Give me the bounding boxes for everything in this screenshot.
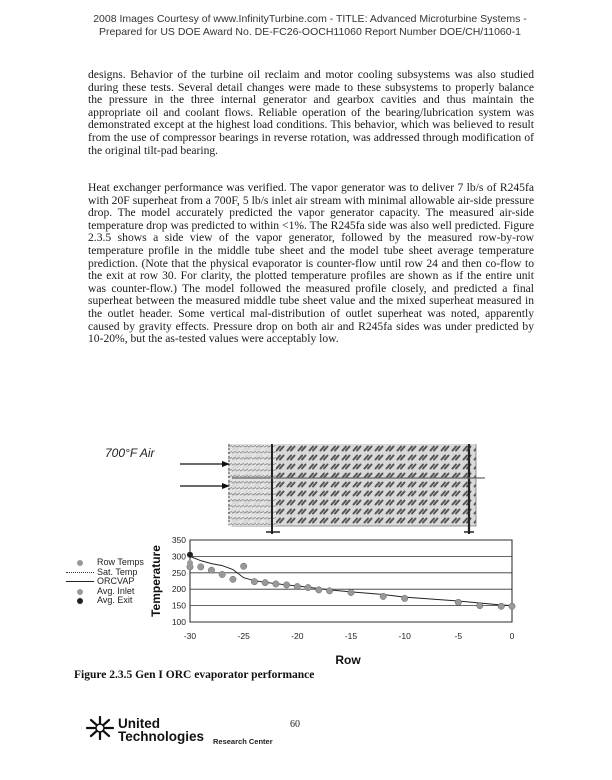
x-tick-label: -10	[398, 631, 411, 641]
legend-label: Sat. Temp	[97, 566, 138, 577]
paragraph-heat-exchanger: Heat exchanger performance was verified. The vapor generator was to deliver 7 lb/s of R245fa with 20F superheat from a 700F, 5 lb/s inlet air stream with minimal allowable air-side pressure drop. The model accurately predicted the vapor generator capacity. The measured air-side temperature drop was predicted to within <1%. The R245fa side was also well predicted. Figure 2.3.5 shows a side view of the vapor generator, followed by the measured row-by-row temperature profile in the middle tube sheet and the model tube sheet average temperature prediction. (Note that the physical evaporator is counter-flow until row 24 and then co-flow to the exit at row 30. For clarity, the plotted temperature profiles are shown as if the entire unit was counter-flow.) The model followed the measured profile closely, and predicted a final superheat between the measured middle tube sheet value and the mixed superheat measured in the outlet header. Some vertical mal-distribution of outlet superheat was noted, apparently caused by gravity effects. Pressure drop on both air and R245fa sides was under predicted by 10-20%, but the as-tested values were acceptably low.	[88, 181, 534, 346]
air-inlet-label: 700°F Air	[105, 446, 155, 460]
header-line-2: Prepared for US DOE Award No. DE-FC26-OOCH11060 Report Number DOE/CH/11060-1	[99, 25, 521, 38]
row-temp-point	[208, 567, 214, 573]
page-header	[40, 13, 580, 38]
x-axis-ticks	[184, 631, 515, 641]
row-temp-point	[326, 588, 332, 594]
row-temp-point	[380, 593, 386, 599]
row-temp-point	[262, 579, 268, 585]
row-temp-point	[316, 587, 322, 593]
legend-label: Avg. Inlet	[97, 585, 135, 596]
x-tick-label: -15	[344, 631, 358, 641]
row-temp-point	[198, 564, 204, 570]
x-tick-label: -30	[183, 631, 197, 641]
x-tick-label: -25	[237, 631, 250, 641]
row-temp-point	[283, 582, 289, 588]
x-tick-label: -20	[291, 631, 304, 641]
row-temp-point	[230, 576, 236, 582]
x-tick-label: 0	[509, 631, 515, 641]
figure-caption: Figure 2.3.5 Gen I ORC evaporator performance	[74, 669, 315, 681]
legend-avg-exit	[63, 596, 144, 606]
chart-legend	[63, 558, 144, 606]
row-temp-point	[509, 603, 515, 609]
row-temp-point	[401, 595, 407, 601]
row-temp-point	[305, 584, 311, 590]
legend-label: ORCVAP	[97, 576, 135, 587]
y-tick-label: 350	[171, 535, 186, 545]
header-line-1: 2008 Images Courtesy of www.InfinityTurbine.com - TITLE: Advanced Microturbine Systems -	[93, 13, 527, 25]
row-temp-point	[348, 589, 354, 595]
row-temp-point	[294, 583, 300, 589]
legend-label: Row Temps	[97, 557, 144, 567]
evaporator-diagram	[228, 444, 485, 534]
research-center-label: Research Center	[213, 737, 273, 746]
company-name: United Technologies	[118, 716, 205, 744]
y-tick-label: 100	[171, 617, 186, 627]
y-tick-label: 150	[171, 600, 186, 611]
air-inlet-arrows	[180, 444, 230, 489]
row-temp-point	[273, 581, 279, 587]
legend-label: Avg. Exit	[97, 595, 133, 606]
united-technologies-logo-icon	[85, 715, 115, 741]
row-temp-point	[251, 578, 257, 584]
x-tick-label: -5	[454, 631, 463, 641]
x-axis-label: Row	[335, 653, 361, 667]
row-temp-point	[240, 563, 246, 569]
y-axis-ticks	[172, 535, 186, 627]
row-temp-point	[219, 571, 225, 577]
avg-exit-point	[187, 552, 193, 558]
row-temp-point	[455, 599, 461, 605]
page-number: 60	[290, 719, 300, 730]
y-tick-label: 200	[171, 584, 186, 595]
temperature-chart	[149, 535, 515, 667]
row-temp-point	[498, 603, 504, 609]
paragraph-bearing-tests: designs. Behavior of the turbine oil reclaim and motor cooling subsystems was also studied during these tests. Several detail changes were made to these subsystems to properly balance the pressure in the three internal generator and gearbox cavities and thus maintain the appropriate oil and coolant flows. Reliable operation of the bearing/lubrication system was demonstrated except at the highest load conditions. This behavior, which was believed to result from the use of compressor bearings in reverse rotation, was addressed through modification of the original tilt-pad bearing.	[88, 68, 534, 157]
y-axis-label: Temperature	[149, 545, 163, 617]
row-temp-point	[477, 602, 483, 608]
avg-inlet-point	[187, 560, 193, 566]
y-tick-label: 250	[171, 567, 186, 578]
inlet-section	[228, 444, 276, 526]
y-tick-label: 300	[171, 551, 186, 562]
